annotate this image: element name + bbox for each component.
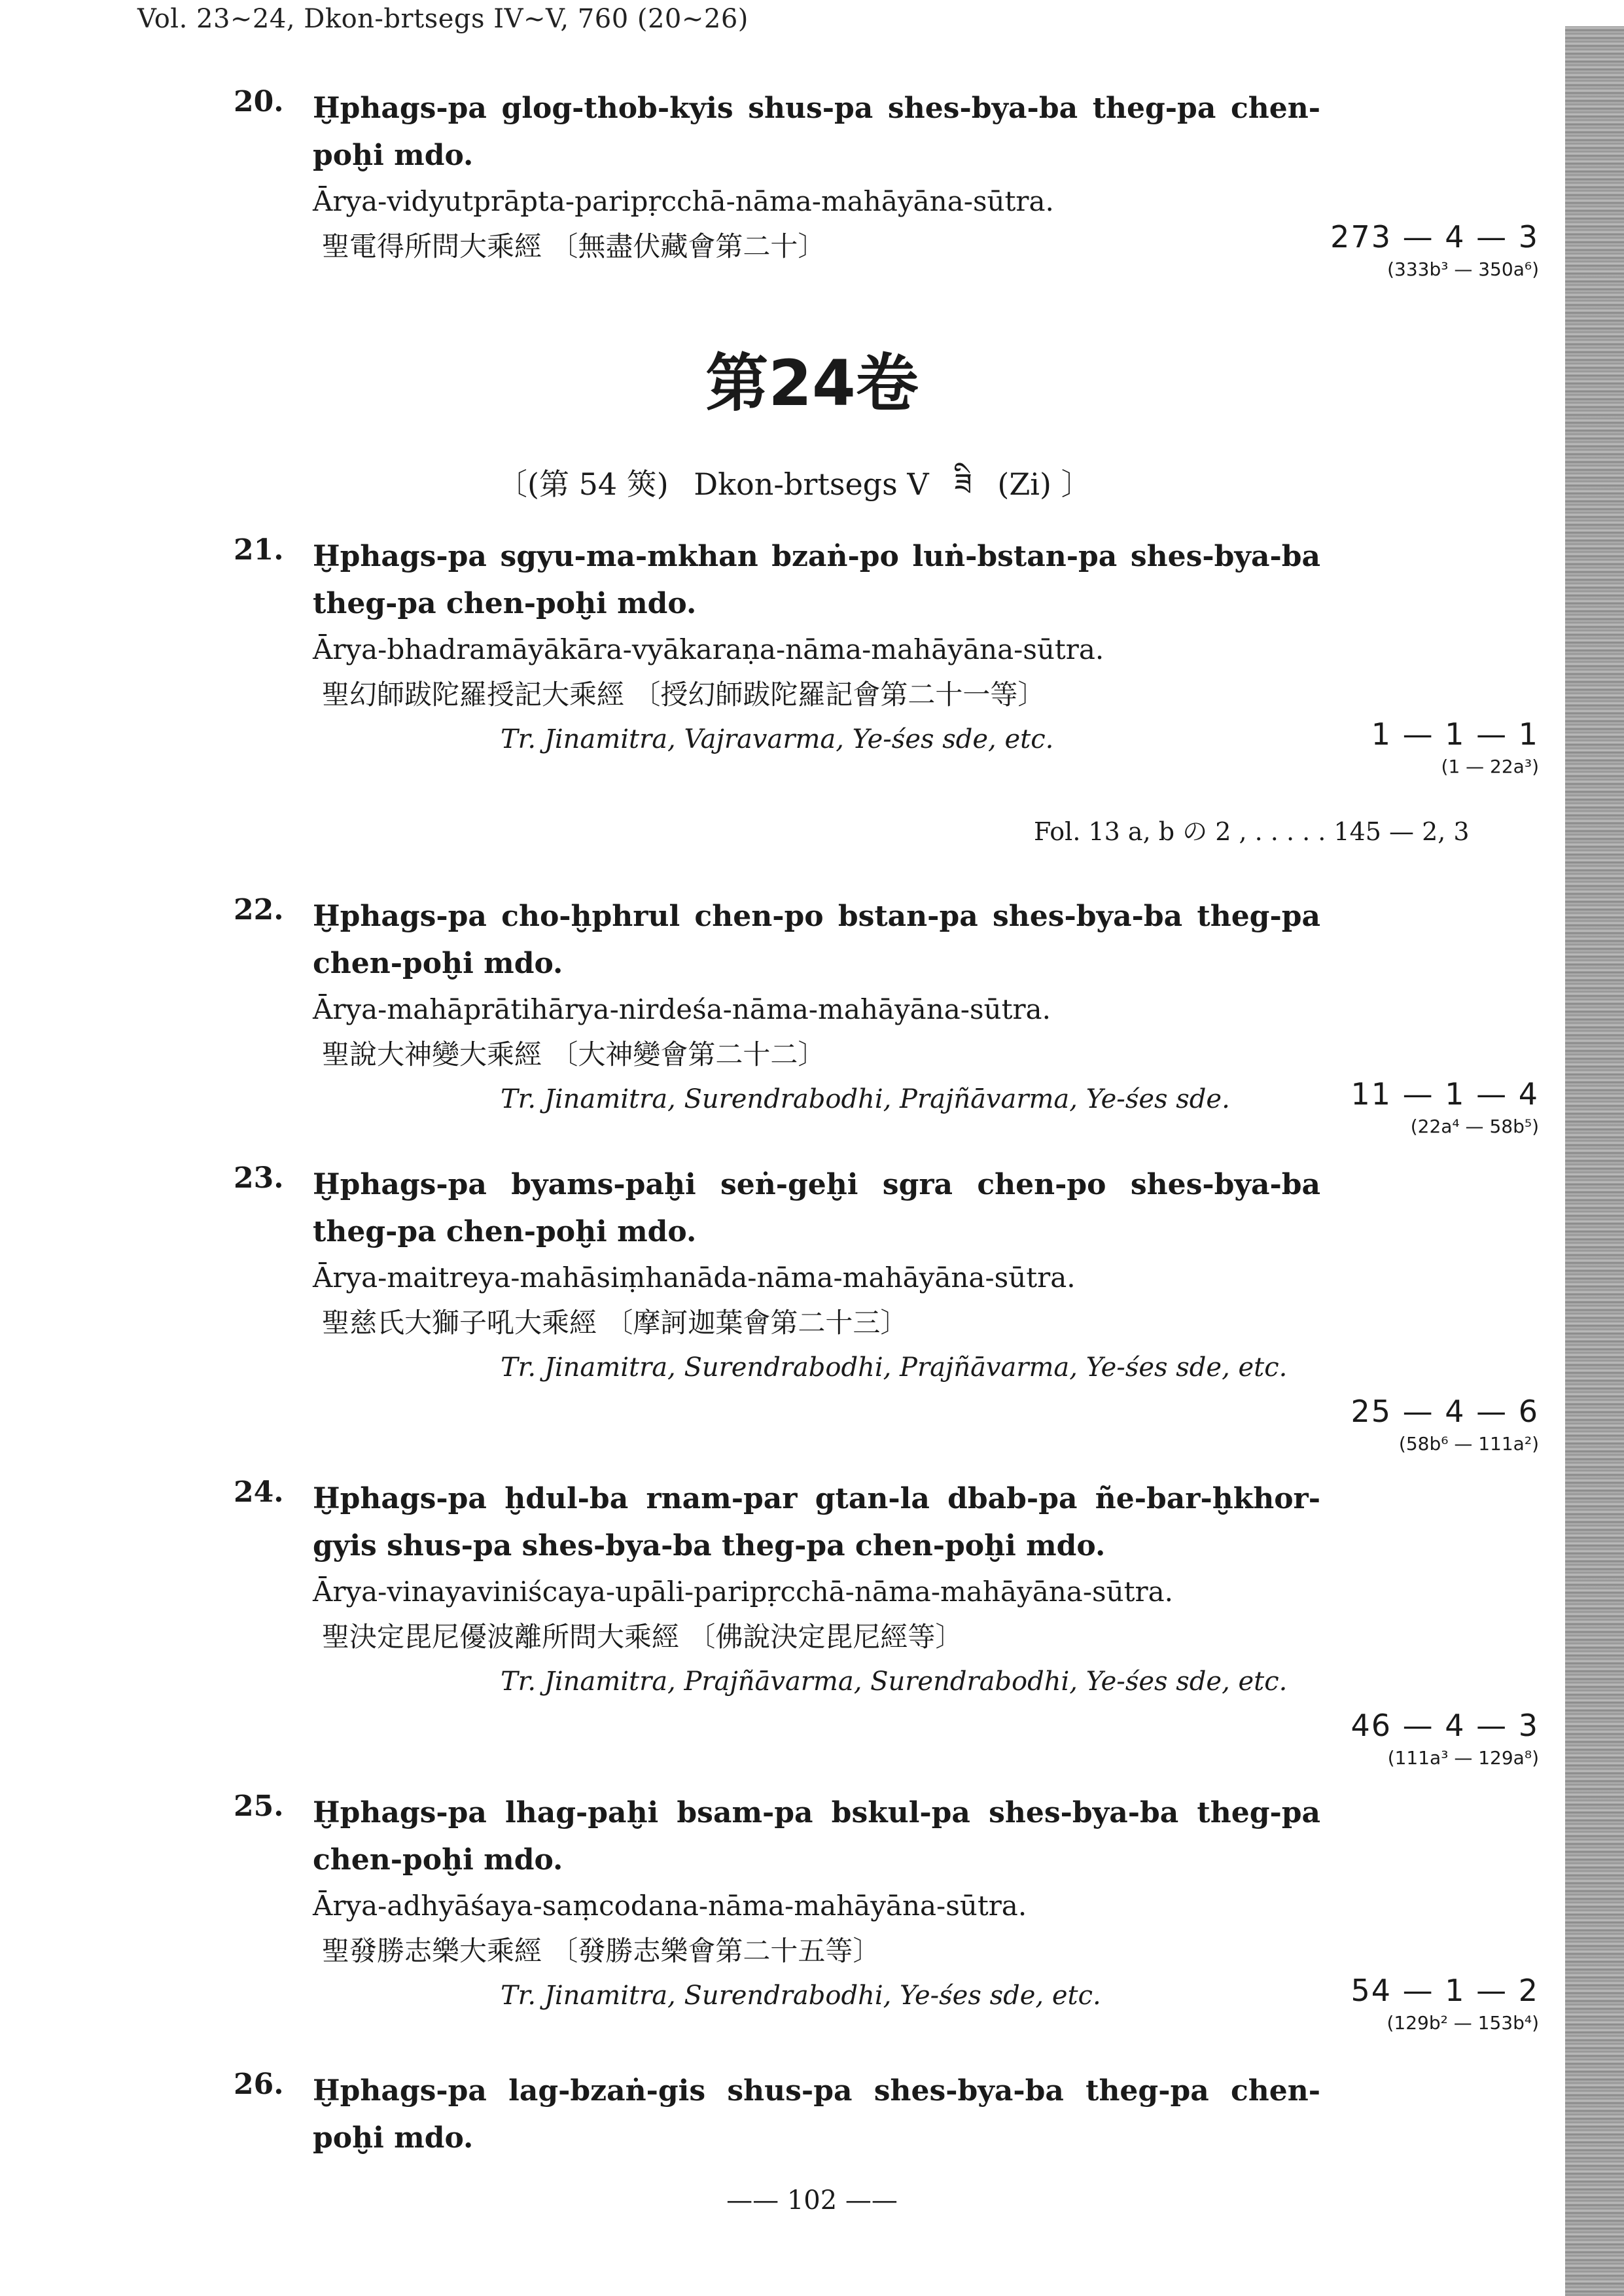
page-number: —— 102 —— (726, 2185, 898, 2216)
translators: Tr. Jinamitra, Surendrabodhi, Ye-śes sde, etc. (501, 1981, 1101, 2011)
entry-22 (236, 893, 1348, 1121)
translators: Tr. Jinamitra, Surendrabodhi, Prajñāvarma, Ye-śes sde. (501, 1084, 1230, 1114)
entry-number: 23. (234, 1161, 284, 1195)
chinese-title: 聖說大神變大乘經 〔大神變會第二十二〕 (322, 1038, 826, 1070)
entry-number: 21. (234, 533, 284, 567)
entry-title: Ḫphags-pa byams-paḫi seṅ-geḫi sgra chen-po shes-bya-ba theg-pa chen-poḫi mdo. (313, 1168, 1320, 1248)
chinese-title: 聖慈氏大獅子吼大乘經 〔摩訶迦葉會第二十三〕 (322, 1307, 908, 1339)
entry-title: Ḫphags-pa sgyu-ma-mkhan bzaṅ-po luṅ-bstan-pa shes-bya-ba theg-pa chen-poḫi mdo. (313, 540, 1320, 620)
section-name: Dkon-brtsegs V (694, 467, 929, 502)
entry-number: 20. (234, 85, 284, 118)
ref-folio: (22a⁴ — 58b⁵) (1410, 1116, 1539, 1137)
catalog-ref-24 (1350, 1708, 1539, 1769)
chinese-title: 聖發勝志樂大乘經 〔發勝志樂會第二十五等〕 (322, 1935, 881, 1967)
entry-title: Ḫphags-pa glog-thob-kyis shus-pa shes-bya-ba theg-pa chen-poḫi mdo. (313, 92, 1320, 172)
entry-26 (236, 2068, 1348, 2162)
ref-main: 46 — 4 — 3 (1350, 1708, 1539, 1743)
entry-24 (236, 1475, 1348, 1703)
entry-title: Ḫphags-pa cho-ḫphrul chen-po bstan-pa shes-bya-ba theg-pa chen-poḫi mdo. (313, 900, 1320, 980)
catalog-ref-22 (1350, 1076, 1539, 1137)
sanskrit-title: Ārya-mahāprātihārya-nirdeśa-nāma-mahāyāna-sūtra. (313, 993, 1051, 1025)
ref-folio: (1 — 22a³) (1441, 756, 1539, 777)
entry-number: 22. (234, 893, 284, 927)
ref-main: 11 — 1 — 4 (1350, 1076, 1539, 1112)
sanskrit-title: Ārya-bhadramāyākāra-vyākaraṇa-nāma-mahāyāna-sūtra. (313, 633, 1104, 665)
entry-21 (236, 533, 1348, 761)
entry-number: 25. (234, 1790, 284, 1823)
catalog-ref-23 (1350, 1394, 1539, 1455)
ref-folio: (129b² — 153b⁴) (1386, 2012, 1539, 2034)
entry-title: Ḫphags-pa lag-bzaṅ-gis shus-pa shes-bya-ba theg-pa chen-poḫi mdo. (313, 2074, 1320, 2155)
entry-20 (236, 85, 1348, 270)
folio-note: Fol. 13 a, b の 2 , . . . . . 145 — 2, 3 (1034, 817, 1470, 846)
volume-heading: 第24卷 (705, 347, 919, 420)
chinese-title: 聖決定毘尼優波離所問大乘經 〔佛說決定毘尼經等〕 (322, 1621, 963, 1653)
entry-25 (236, 1790, 1348, 2017)
catalog-ref-25 (1350, 1973, 1539, 2034)
catalog-ref-21 (1371, 716, 1539, 777)
entry-number: 26. (234, 2068, 284, 2101)
ref-main: 25 — 4 — 6 (1350, 1394, 1539, 1429)
sanskrit-title: Ārya-vidyutprāpta-paripṛcchā-nāma-mahāyāna-sūtra. (313, 185, 1054, 217)
entry-title: Ḫphags-pa lhag-paḫi bsam-pa bskul-pa shes-bya-ba theg-pa chen-poḫi mdo. (313, 1796, 1320, 1877)
ref-main: 273 — 4 — 3 (1330, 219, 1539, 255)
section-open: 〔(第 54 筴) (497, 467, 669, 502)
sanskrit-title: Ārya-maitreya-mahāsiṃhanāda-nāma-mahāyāna-sūtra. (313, 1262, 1076, 1294)
translators: Tr. Jinamitra, Vajravarma, Ye-śes sde, etc. (501, 724, 1054, 754)
chinese-title: 聖幻師跋陀羅授記大乘經 〔授幻師跋陀羅記會第二十一等〕 (322, 679, 1046, 711)
translators: Tr. Jinamitra, Surendrabodhi, Prajñāvarma, Ye-śes sde, etc. (501, 1352, 1288, 1383)
entry-title: Ḫphags-pa ḫdul-ba rnam-par gtan-la dbab-pa ñe-bar-ḫkhor-gyis shus-pa shes-bya-ba theg-pa chen-poḫi mdo. (313, 1482, 1320, 1563)
ref-folio: (111a³ — 129a⁸) (1387, 1747, 1539, 1769)
catalog-ref-20 (1330, 219, 1539, 280)
section-close: (Zi) 〕 (997, 467, 1091, 502)
ref-main: 54 — 1 — 2 (1350, 1973, 1539, 2008)
running-head: Vol. 23~24, Dkon-brtsegs IV~V, 760 (20~26) (137, 4, 749, 34)
section-tibetan-letter: ཟི (954, 467, 972, 502)
ref-main: 1 — 1 — 1 (1371, 716, 1539, 752)
translators: Tr. Jinamitra, Prajñāvarma, Surendrabodhi, Ye-śes sde, etc. (501, 1667, 1288, 1697)
chinese-title: 聖電得所問大乘經 〔無盡伏藏會第二十〕 (322, 230, 826, 262)
ref-folio: (333b³ — 350a⁶) (1387, 258, 1539, 280)
section-line (497, 451, 1107, 536)
sanskrit-title: Ārya-adhyāśaya-saṃcodana-nāma-mahāyāna-sūtra. (313, 1890, 1027, 1922)
ref-folio: (58b⁶ — 111a²) (1398, 1433, 1539, 1455)
entry-23 (236, 1161, 1348, 1389)
sanskrit-title: Ārya-vinayaviniścaya-upāli-paripṛcchā-nāma-mahāyāna-sūtra. (313, 1576, 1173, 1608)
entry-number: 24. (234, 1475, 284, 1509)
